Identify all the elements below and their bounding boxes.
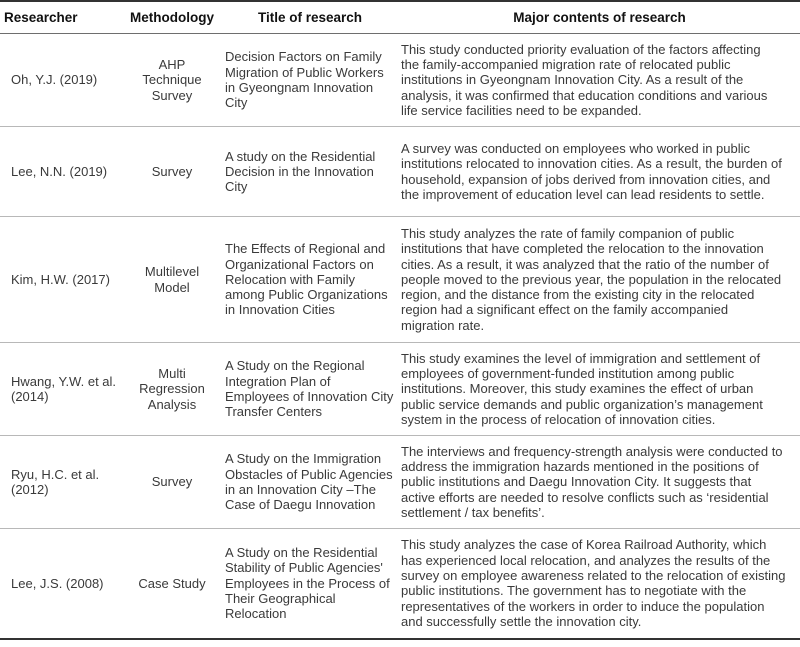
header-researcher: Researcher [0,1,123,34]
table-row [0,217,800,343]
cell-methodology: Case Study [123,529,221,639]
cell-contents: A survey was conducted on employees who worked in public institutions relocated to innovation cities. As a result, the burden of household, expansion of jobs derived from innovation cities, and the improvement of education level can lead residents to settle. [399,127,800,217]
table-row [0,436,800,529]
cell-title: A Study on the Regional Integration Plan of Employees of Innovation City Transfer Centers [221,343,399,436]
table-header [0,1,800,34]
cell-title: A Study on the Residential Stability of Public Agencies' Employees in the Process of Their Geographical Relocation [221,529,399,639]
cell-contents: This study conducted priority evaluation of the factors affecting the family-accompanied migration rate of relocated public institutions in Gyeongnam Innovation City. As a result of the analysis, it was confirmed that education conditions and various life service facilities need to be expanded. [399,34,800,127]
header-title: Title of research [221,1,399,34]
cell-methodology: Survey [123,127,221,217]
table-row [0,127,800,217]
cell-researcher: Kim, H.W. (2017) [0,217,123,343]
cell-contents: This study examines the level of immigration and settlement of employees of government-funded institution among public institutions. Moreover, this study examines the effect of urban public service demands and public organization’s management system in the process of relocation of innovation cities. [399,343,800,436]
table-row [0,34,800,127]
cell-title: A study on the Residential Decision in the Innovation City [221,127,399,217]
cell-researcher: Ryu, H.C. et al. (2012) [0,436,123,529]
cell-methodology: Survey [123,436,221,529]
header-contents: Major contents of research [399,1,800,34]
table-row [0,529,800,639]
cell-title: The Effects of Regional and Organizational Factors on Relocation with Family among Public Organizations in Innovation Cities [221,217,399,343]
cell-contents: The interviews and frequency-strength analysis were conducted to address the immigration hazards mentioned in the positions of public institutions and Daegu Innovation City. It suggests that active efforts are needed to resolve conflicts such as ‘residential settlement / tax benefits’. [399,436,800,529]
cell-researcher: Oh, Y.J. (2019) [0,34,123,127]
table-row [0,343,800,436]
cell-contents: This study analyzes the rate of family companion of public institutions that have completed the relocation to the innovation cities. As a result, it was analyzed that the ratio of the number of people moved to the previous year, the population in the relocated region, and the distance from the existing city in the relocated region had a significant effect on the family accompanied migration rate. [399,217,800,343]
cell-contents: This study analyzes the case of Korea Railroad Authority, which has experienced local relocation, and analyzes the results of the survey on employee awareness related to the relocation of existing public institutions. The government has to negotiate with the representatives of the workers in order to induce the population and successfully settle the innovation city. [399,529,800,639]
cell-methodology: AHP Technique Survey [123,34,221,127]
table-body [0,34,800,639]
cell-methodology: Multi Regression Analysis [123,343,221,436]
cell-methodology: Multilevel Model [123,217,221,343]
cell-title: A Study on the Immigration Obstacles of Public Agencies in an Innovation City –The Case of Daegu Innovation [221,436,399,529]
cell-researcher: Lee, J.S. (2008) [0,529,123,639]
cell-researcher: Lee, N.N. (2019) [0,127,123,217]
cell-title: Decision Factors on Family Migration of Public Workers in Gyeongnam Innovation City [221,34,399,127]
header-row [0,1,800,34]
cell-researcher: Hwang, Y.W. et al. (2014) [0,343,123,436]
header-methodology: Methodology [123,1,221,34]
